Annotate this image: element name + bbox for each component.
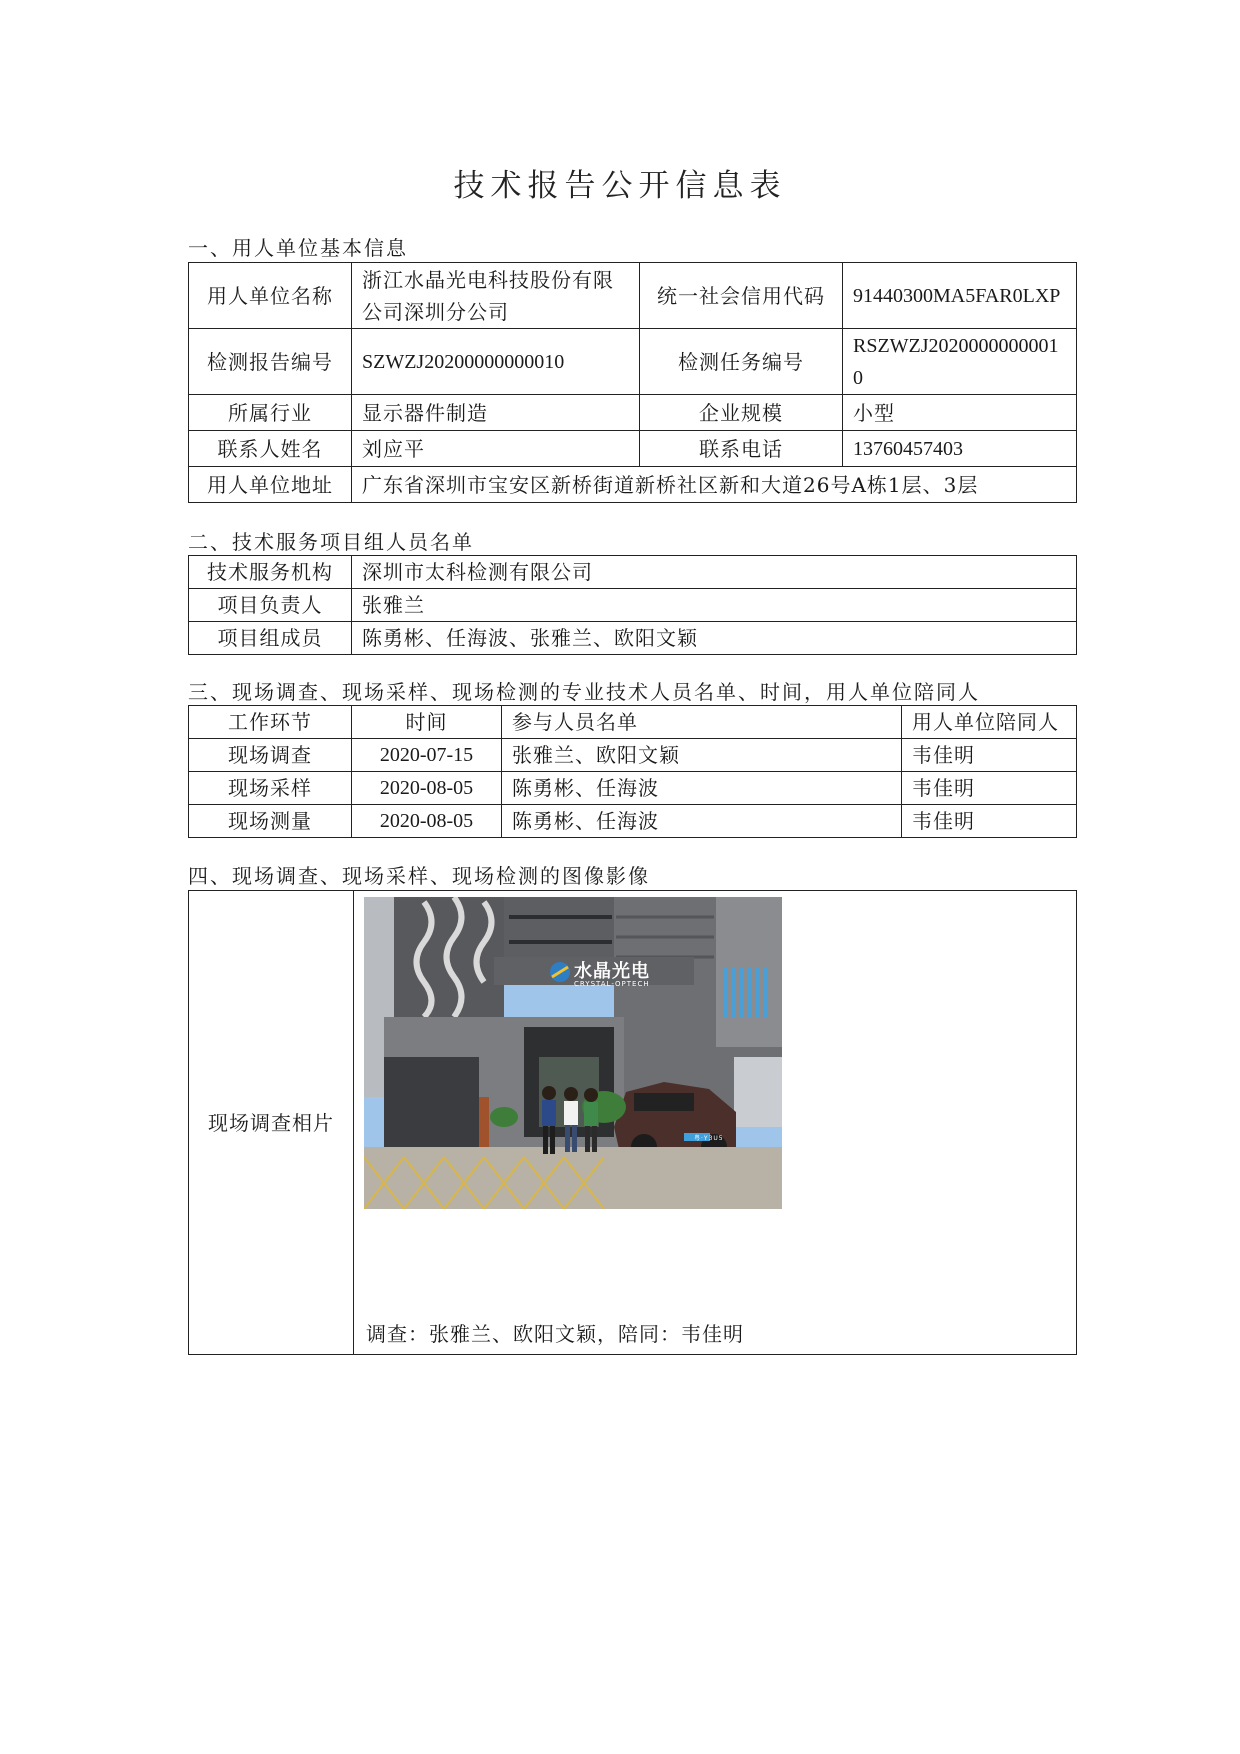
table-row xyxy=(189,622,1077,655)
value-report-number: SZWZJ20200000000010 xyxy=(352,329,640,395)
value-scale: 小型 xyxy=(843,395,1077,431)
table-row xyxy=(189,739,1077,772)
column-header: 工作环节 xyxy=(189,706,352,739)
label-company-name: 用人单位名称 xyxy=(189,263,352,329)
table-header-row xyxy=(189,706,1077,739)
label-team-members: 项目组成员 xyxy=(189,622,352,655)
section3-heading: 三、现场调查、现场采样、现场检测的专业技术人员名单、时间，用人单位陪同人 xyxy=(188,680,980,704)
label-project-lead: 项目负责人 xyxy=(189,589,352,622)
cell-escort: 韦佳明 xyxy=(902,739,1077,772)
value-address: 广东省深圳市宝安区新桥街道新桥社区新和大道26号A栋1层、3层 xyxy=(352,467,1077,503)
section1-heading: 一、用人单位基本信息 xyxy=(188,236,408,260)
fieldwork-table xyxy=(188,705,1077,838)
table-row xyxy=(189,431,1077,467)
cell-stage: 现场采样 xyxy=(189,772,352,805)
value-service-org: 深圳市太科检测有限公司 xyxy=(352,556,1077,589)
label-scale: 企业规模 xyxy=(640,395,843,431)
label-report-number: 检测报告编号 xyxy=(189,329,352,395)
value-project-lead: 张雅兰 xyxy=(352,589,1077,622)
label-industry: 所属行业 xyxy=(189,395,352,431)
value-contact-name: 刘应平 xyxy=(352,431,640,467)
sign-subtext: CRYSTAL-OPTECH xyxy=(574,980,650,988)
cell-participants: 陈勇彬、任海波 xyxy=(502,805,902,838)
cell-participants: 陈勇彬、任海波 xyxy=(502,772,902,805)
cell-escort: 韦佳明 xyxy=(902,772,1077,805)
cell-date: 2020-07-15 xyxy=(352,739,502,772)
table-row xyxy=(189,395,1077,431)
photo-caption: 调查：张雅兰、欧阳文颖，陪同：韦佳明 xyxy=(366,1322,744,1346)
cell-date: 2020-08-05 xyxy=(352,805,502,838)
value-credit-code: 91440300MA5FAR0LXP xyxy=(843,263,1077,329)
table-row xyxy=(189,329,1077,395)
table-row xyxy=(189,556,1077,589)
value-company-name: 浙江水晶光电科技股份有限公司深圳分公司 xyxy=(352,263,640,329)
table-row xyxy=(189,772,1077,805)
table-row xyxy=(189,467,1077,503)
column-header: 用人单位陪同人 xyxy=(902,706,1077,739)
table-row xyxy=(189,589,1077,622)
table-row xyxy=(189,263,1077,329)
table-row xyxy=(189,891,1077,1355)
sign-text: 水晶光电 xyxy=(574,961,650,982)
value-industry: 显示器件制造 xyxy=(352,395,640,431)
label-task-number: 检测任务编号 xyxy=(640,329,843,395)
photo-cell xyxy=(354,891,1077,1355)
column-header: 时间 xyxy=(352,706,502,739)
section2-heading: 二、技术服务项目组人员名单 xyxy=(188,530,474,554)
value-team-members: 陈勇彬、任海波、张雅兰、欧阳文颖 xyxy=(352,622,1077,655)
label-survey-photo: 现场调查相片 xyxy=(189,891,354,1355)
cell-participants: 张雅兰、欧阳文颖 xyxy=(502,739,902,772)
section4-heading: 四、现场调查、现场采样、现场检测的图像影像 xyxy=(188,864,650,888)
team-table xyxy=(188,555,1077,655)
column-header: 参与人员名单 xyxy=(502,706,902,739)
label-credit-code: 统一社会信用代码 xyxy=(640,263,843,329)
label-phone: 联系电话 xyxy=(640,431,843,467)
label-contact-name: 联系人姓名 xyxy=(189,431,352,467)
cell-escort: 韦佳明 xyxy=(902,805,1077,838)
label-address: 用人单位地址 xyxy=(189,467,352,503)
basic-info-table xyxy=(188,262,1077,503)
cell-stage: 现场调查 xyxy=(189,739,352,772)
value-phone: 13760457403 xyxy=(843,431,1077,467)
cell-date: 2020-08-05 xyxy=(352,772,502,805)
license-plate: 粤·Y3U5 xyxy=(694,1135,724,1142)
photo-table xyxy=(188,890,1077,1355)
label-service-org: 技术服务机构 xyxy=(189,556,352,589)
cell-stage: 现场测量 xyxy=(189,805,352,838)
survey-photo xyxy=(364,897,782,1209)
table-row xyxy=(189,805,1077,838)
value-task-number: RSZWZJ20200000000010 xyxy=(843,329,1077,395)
page-title: 技术报告公开信息表 xyxy=(453,168,787,204)
